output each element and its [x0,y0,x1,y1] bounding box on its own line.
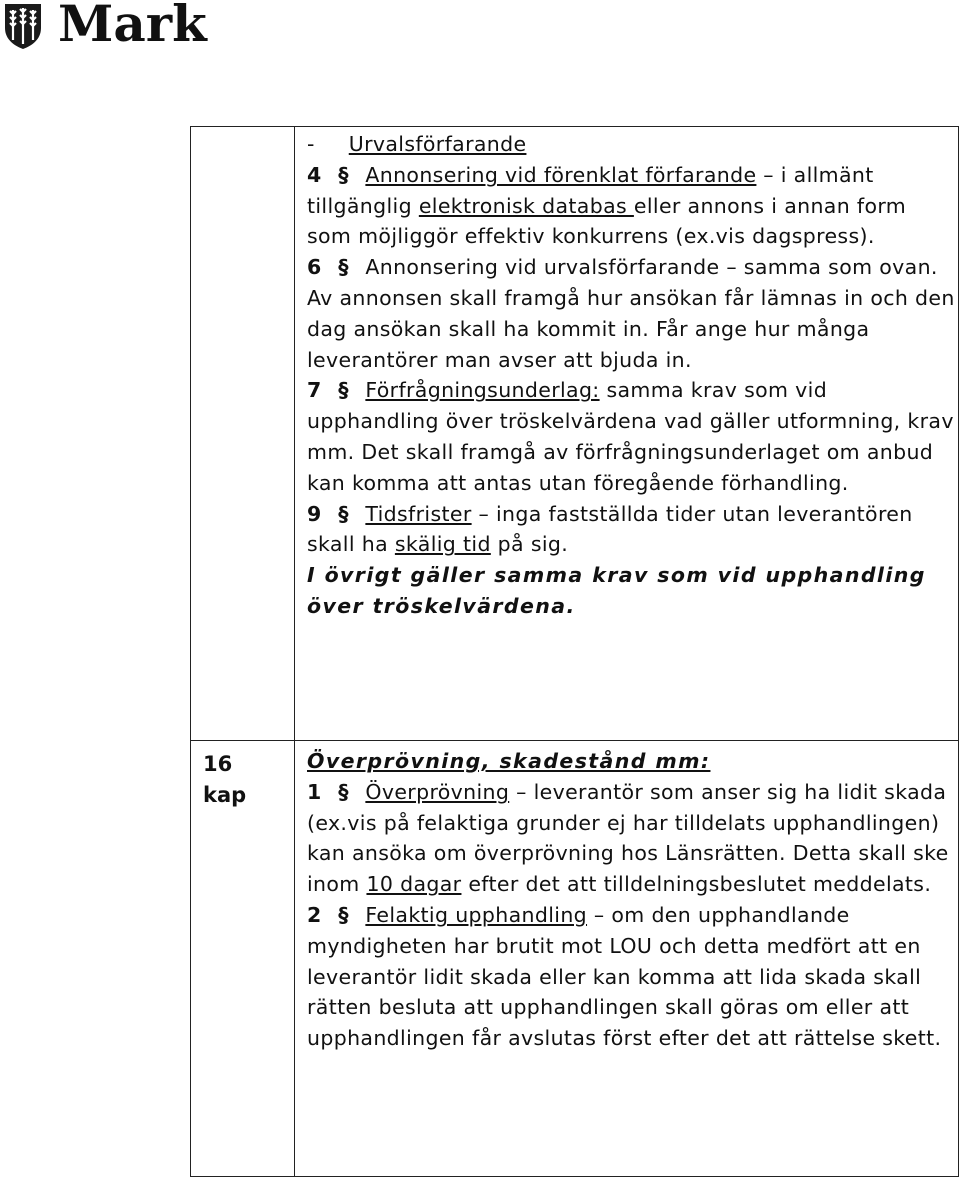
section-sign-icon: § [338,255,349,280]
section-overprovning [307,746,957,1054]
paragraph-7: 7 § Förfrågningsunderlag: samma krav som vid upphandling över tröskelvärdena vad gäller utformning, krav mm. Det skall framgå av förfrågningsunderlaget om anbud kan komma att antas utan föregående förhandling. [307,375,957,498]
paragraph-2: 2 § Felaktig upphandling – om den upphandlande myndigheten har brutit mot LOU och detta medfört att en leverantör lidit skada eller kan komma att lida skada skall rätten besluta att upphandlingen skall göras om eller att upphandlingen får avslutas först efter det att rättelse skett. [307,900,957,1054]
link-tidsfrister[interactable]: Tidsfrister [365,501,472,526]
link-skalig-tid[interactable]: skälig tid [394,532,491,557]
municipal-coat-of-arms-icon [3,2,43,50]
link-felaktig-upphandling[interactable]: Felaktig upphandling [365,902,588,927]
page-header [0,0,400,56]
section-sign-icon: § [338,779,349,804]
paragraph-6: 6 § Annonsering vid urvalsförfarande – samma som ovan. Av annonsen skall framgå hur ansökan får lämnas in och den dag ansökan skall ha kommit in. Får ange hur många leverantörer man avser att bjuda in. [307,252,957,375]
section-sign-icon: § [338,902,349,927]
paragraph-4: 4 § Annonsering vid förenklat förfarande – i allmänt tillgänglig elektronisk databas eller annons i annan form som möjliggör effektiv konkurrens (ex.vis dagspress). [307,160,957,252]
paragraph-1: 1 § Överprövning – leverantör som anser sig ha lidit skada (ex.vis på felaktiga grunder ej har tilldelats upphandlingen) kan ansöka om överprövning hos Länsrätten. Detta skall ske inom 10 dagar efter det att tilldelningsbeslutet meddelats. [307,777,957,900]
list-dash: - [307,132,315,156]
column-divider [294,127,295,1176]
section-sign-icon: § [338,162,349,187]
section-urvalsforfarande [307,129,957,622]
paragraph-9: 9 § Tidsfrister – inga fastställda tider utan leverantören skall ha skälig tid på sig. [307,499,957,561]
link-elektronisk-databas[interactable]: elektronisk databas [418,193,634,218]
link-forfragningsunderlag[interactable]: Förfrågningsunderlag: [365,378,600,403]
heading-overprovning: Överprövning, skadestånd mm: [307,749,711,773]
heading-link[interactable]: Urvalsförfarande [348,132,527,156]
summary-note: I övrigt gäller samma krav som vid upphandling över tröskelvärdena. [307,563,926,618]
row-divider [191,740,958,741]
section-sign-icon: § [338,378,349,403]
link-annonsering-forenklat[interactable]: Annonsering vid förenklat förfarande [365,162,757,187]
link-overprovning[interactable]: Överprövning [365,779,510,804]
chapter-label [203,749,246,811]
heading-urvalsforfarande [307,129,957,160]
link-10-dagar[interactable]: 10 dagar [366,872,462,897]
document-table [190,126,959,1177]
section-sign-icon: § [338,501,349,526]
chapter-kap: kap [203,783,247,807]
brand-name: Mark [58,0,207,53]
chapter-number: 16 [203,752,233,776]
